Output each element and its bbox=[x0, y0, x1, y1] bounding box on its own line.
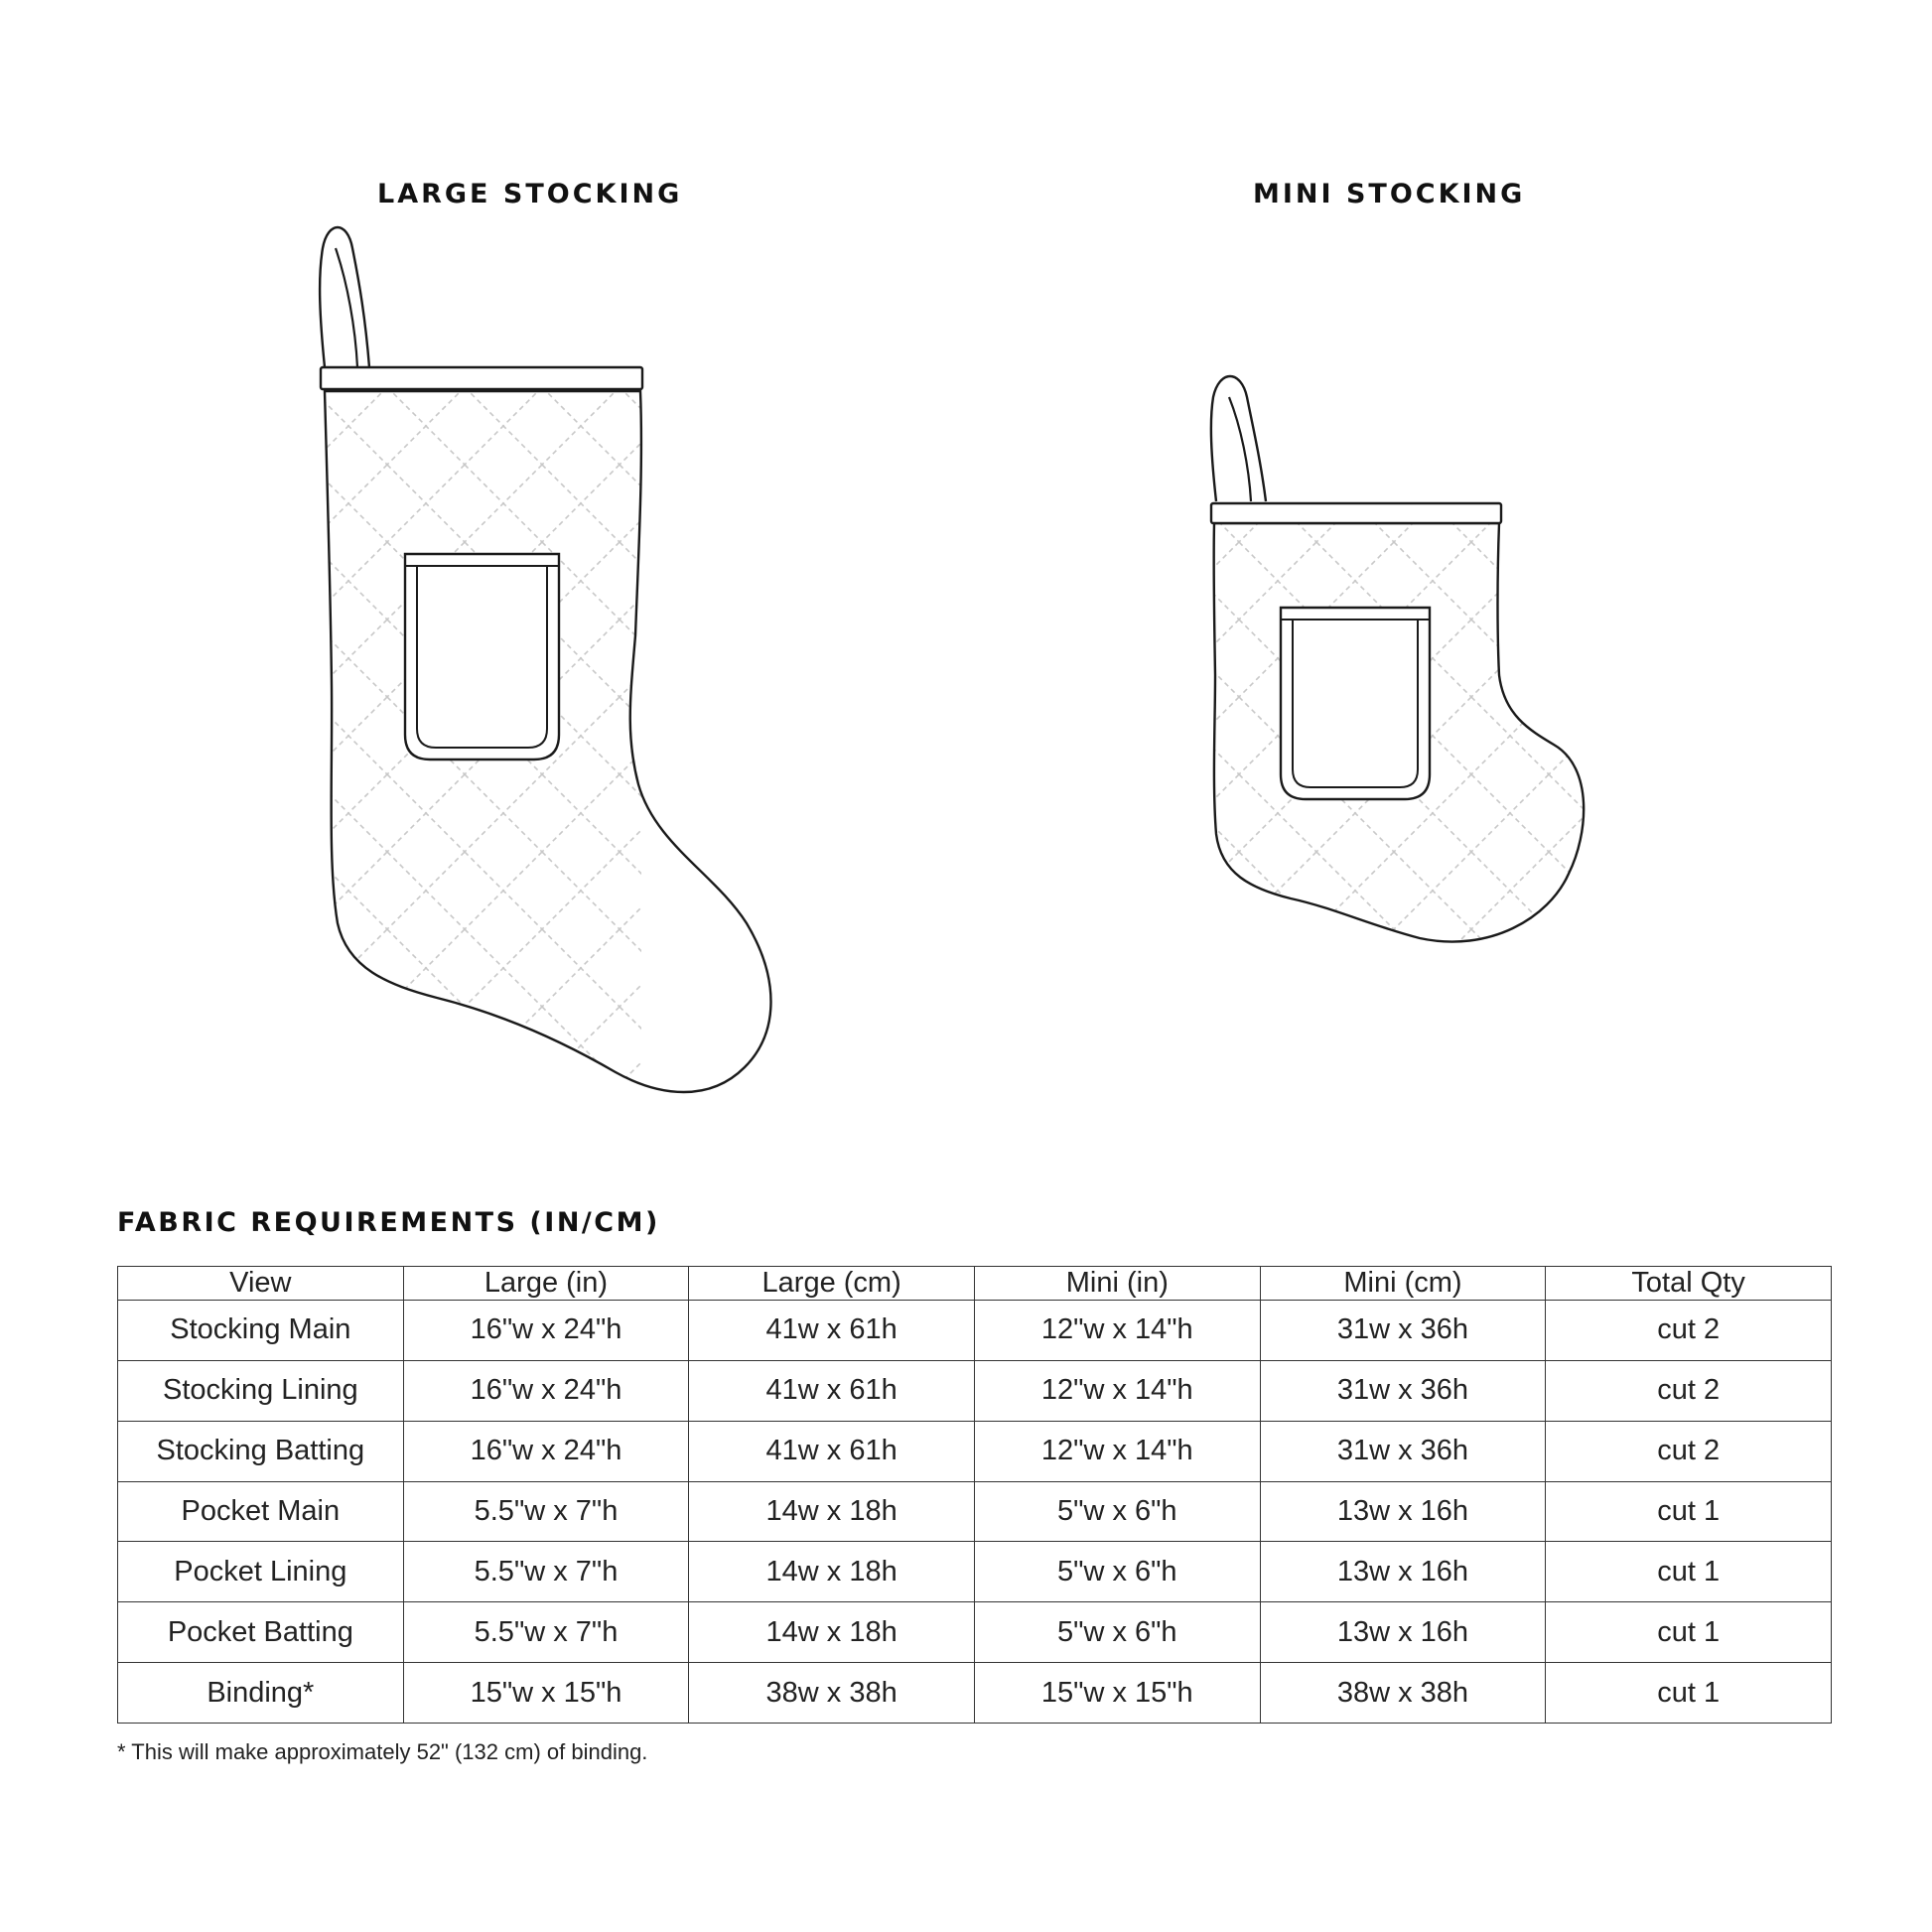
table-cell: 14w x 18h bbox=[689, 1481, 975, 1542]
column-header: Large (in) bbox=[403, 1267, 689, 1301]
table-cell: Binding* bbox=[118, 1663, 404, 1724]
table-row bbox=[118, 1360, 1832, 1421]
table-cell: 31w x 36h bbox=[1260, 1301, 1546, 1361]
large-stocking-heading: LARGE STOCKING bbox=[377, 179, 683, 209]
table-cell: 5"w x 6"h bbox=[974, 1481, 1260, 1542]
table-cell: Pocket Main bbox=[118, 1481, 404, 1542]
table-cell: 5.5"w x 7"h bbox=[403, 1481, 689, 1542]
mini-stocking-loop bbox=[1211, 376, 1266, 501]
table-cell: 5.5"w x 7"h bbox=[403, 1602, 689, 1663]
table-row bbox=[118, 1481, 1832, 1542]
mini-stocking-pocket bbox=[1281, 608, 1430, 799]
column-header: Mini (in) bbox=[974, 1267, 1260, 1301]
table-cell: 12"w x 14"h bbox=[974, 1301, 1260, 1361]
table-cell: 41w x 61h bbox=[689, 1360, 975, 1421]
fabric-requirements-heading: FABRIC REQUIREMENTS (IN/CM) bbox=[117, 1207, 660, 1238]
table-cell: 41w x 61h bbox=[689, 1421, 975, 1481]
table-row bbox=[118, 1663, 1832, 1724]
mini-stocking-icon bbox=[1211, 376, 1600, 960]
table-cell: 16"w x 24"h bbox=[403, 1421, 689, 1481]
table-row bbox=[118, 1542, 1832, 1602]
table-cell: cut 2 bbox=[1546, 1301, 1832, 1361]
table-cell: cut 1 bbox=[1546, 1663, 1832, 1724]
table-cell: 15"w x 15"h bbox=[974, 1663, 1260, 1724]
table-cell: 12"w x 14"h bbox=[974, 1421, 1260, 1481]
table-row bbox=[118, 1602, 1832, 1663]
table-cell: 14w x 18h bbox=[689, 1542, 975, 1602]
large-stocking-icon bbox=[320, 227, 770, 1092]
mini-stocking-heading: MINI STOCKING bbox=[1253, 179, 1526, 209]
mini-stocking-cuff bbox=[1211, 503, 1501, 523]
table-cell: 14w x 18h bbox=[689, 1602, 975, 1663]
table-cell: 31w x 36h bbox=[1260, 1360, 1546, 1421]
large-stocking-cuff bbox=[321, 367, 642, 389]
table-cell: 12"w x 14"h bbox=[974, 1360, 1260, 1421]
binding-footnote: * This will make approximately 52" (132 cm) of binding. bbox=[117, 1739, 648, 1764]
table-cell: cut 1 bbox=[1546, 1542, 1832, 1602]
column-header: Total Qty bbox=[1546, 1267, 1832, 1301]
table-cell: 5"w x 6"h bbox=[974, 1542, 1260, 1602]
table-cell: 38w x 38h bbox=[1260, 1663, 1546, 1724]
table-row bbox=[118, 1301, 1832, 1361]
column-header: View bbox=[118, 1267, 404, 1301]
column-header: Large (cm) bbox=[689, 1267, 975, 1301]
table-cell: Stocking Main bbox=[118, 1301, 404, 1361]
large-stocking-loop bbox=[320, 227, 369, 367]
table-cell: 5.5"w x 7"h bbox=[403, 1542, 689, 1602]
table-cell: Stocking Lining bbox=[118, 1360, 404, 1421]
table-cell: 13w x 16h bbox=[1260, 1481, 1546, 1542]
table-cell: 5"w x 6"h bbox=[974, 1602, 1260, 1663]
table-cell: 31w x 36h bbox=[1260, 1421, 1546, 1481]
table-row bbox=[118, 1421, 1832, 1481]
fabric-requirements-table bbox=[117, 1266, 1832, 1724]
table-cell: 41w x 61h bbox=[689, 1301, 975, 1361]
table-cell: 38w x 38h bbox=[689, 1663, 975, 1724]
table-cell: cut 2 bbox=[1546, 1360, 1832, 1421]
table-cell: 13w x 16h bbox=[1260, 1602, 1546, 1663]
large-stocking-pocket bbox=[405, 554, 559, 759]
table-cell: cut 1 bbox=[1546, 1481, 1832, 1542]
table-cell: cut 2 bbox=[1546, 1421, 1832, 1481]
table-cell: Stocking Batting bbox=[118, 1421, 404, 1481]
table-cell: 15"w x 15"h bbox=[403, 1663, 689, 1724]
table-cell: Pocket Lining bbox=[118, 1542, 404, 1602]
table-cell: 16"w x 24"h bbox=[403, 1360, 689, 1421]
table-cell: Pocket Batting bbox=[118, 1602, 404, 1663]
table-cell: 16"w x 24"h bbox=[403, 1301, 689, 1361]
table-cell: 13w x 16h bbox=[1260, 1542, 1546, 1602]
table-header-row bbox=[118, 1267, 1832, 1301]
table-cell: cut 1 bbox=[1546, 1602, 1832, 1663]
column-header: Mini (cm) bbox=[1260, 1267, 1546, 1301]
